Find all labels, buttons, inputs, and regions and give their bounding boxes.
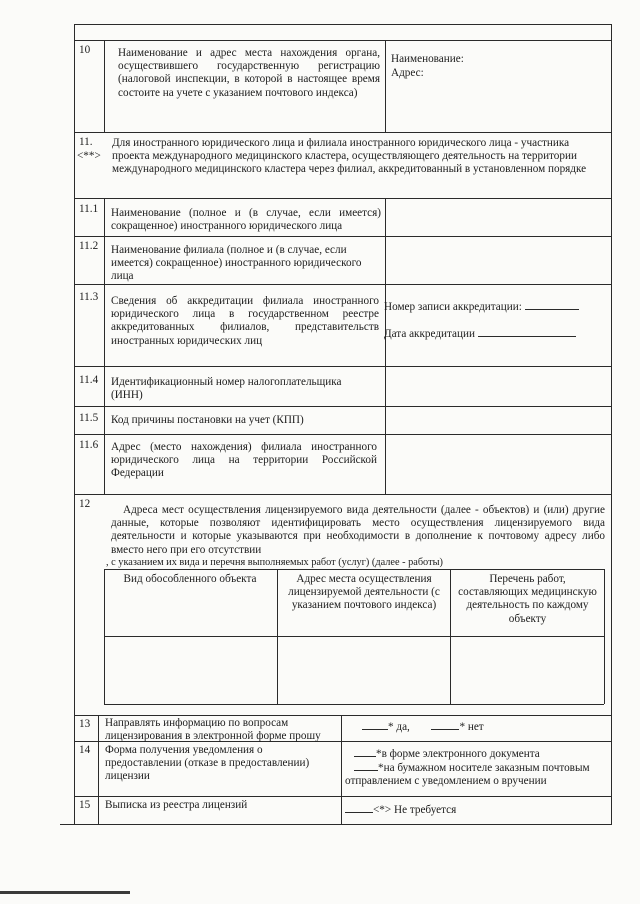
subtable-col2-header: Адрес места осуществления лицензируемой деятельности (с указанием почтового индекса) [288,573,440,612]
subtable-col3-header: Перечень работ, составляющих медицинскую деятельность по каждому объекту [458,573,597,625]
opt-yes-blank[interactable] [362,719,388,730]
subtable-col1-header: Вид обособленного объекта [123,573,257,585]
row-14-label: Форма получения уведомления о предоставлении (отказе в предоставлении) лицензии [105,744,310,783]
subtable-cell-object-type[interactable] [105,637,276,703]
rule-sub-col-right [604,569,605,704]
row-13-options [362,719,484,734]
subtable-cell-address[interactable] [278,637,449,703]
rule-num-col-10 [104,40,105,132]
row-11-1-label: Наименование (полное и (в случае, если имеется) сокращенное) иностранного юридического лица [111,207,381,233]
row-11-5-number: 11.5 [79,412,99,424]
row-10-name-field: Наименование: [391,53,464,65]
row-14-option-paper: *на бумажном носителе заказным почтовым отправлением с уведомлением о вручении [345,762,590,788]
row-12-label-tail: , с указанием их вида и перечня выполняемых работ (услуг) (далее - работы) [106,557,443,568]
rule-row11-1-top [74,198,612,199]
opt-electronic-blank[interactable] [354,746,376,757]
row-11-4-number: 11.4 [79,374,99,386]
row-11-6-number: 11.6 [79,439,99,451]
rule-subtable-bottom [104,704,604,705]
row-14-option-electronic: *в форме электронного документа [354,746,540,761]
rule-row13-top [74,715,612,716]
row-11-3-number: 11.3 [79,291,99,303]
row-11-label: Для иностранного юридического лица и филиала иностранного юридического лица - участника проекта международного медицинского кластера, осуществляющего деятельность на территории международного медицинского кластера через филиал, аккредитованный в установленном порядке [112,137,587,176]
opt-no-label: * нет [459,721,484,733]
record-number-blank[interactable] [525,299,579,310]
rule-row12-top [74,494,612,495]
row-11-5-label: Код причины постановки на учет (КПП) [111,414,304,426]
rule-row15-top [74,796,612,797]
rule-top [74,24,612,25]
row-11-3-record-number: Номер записи аккредитации: [384,299,579,314]
row-11-2-number: 11.2 [79,240,99,252]
row-15-label: Выписка из реестра лицензий [105,799,248,811]
row-11-number: 11. [79,136,93,148]
row-11-2-label: Наименование филиала (полное и (в случае, если имеется) сокращенное) иностранного юридического лица [111,244,362,283]
rule-value-col-11x [385,198,386,494]
record-date-blank[interactable] [478,326,576,337]
rule-row11-3-top [74,284,612,285]
row-13-label: Направлять информацию по вопросам лицензирования в электронной форме прошу [105,717,321,743]
row-10-number: 10 [79,44,91,56]
opt-extract-blank[interactable] [345,802,373,813]
opt-paper-blank[interactable] [354,760,378,771]
row-11-4-label: Идентификационный номер налогоплательщика (ИНН) [111,376,342,402]
row-11-6-label: Адрес (место нахождения) филиала иностранного юридического лица на территории Российской Федерации [111,441,377,480]
rule-value-col-13-15 [341,715,342,824]
opt-yes-label: * да, [388,721,410,733]
row-14-number: 14 [79,744,91,756]
row-11-3-label: Сведения об аккредитации филиала иностранного юридического лица в государственном реестре аккредитованных филиалов, представительств иностранных юридических лиц [111,295,379,347]
rule-num-col-13-15 [98,715,99,824]
row-11-footnote-mark: <**> [77,150,101,162]
row-11-1-number: 11.1 [79,203,99,215]
row-12-number: 12 [79,498,91,510]
rule-row11-5-top [74,406,612,407]
row-11-3-record-date: Дата аккредитации [384,326,576,341]
rule-row10-top [74,40,612,41]
row-12-label: Адреса мест осуществления лицензируемого вида деятельности (далее - объектов) и (или) другие данные, которые позволяют идентифицировать место осуществления лицензируемого вида деятельности и которые указываются при необходимости в дополнение к почтовому адресу либо вместо него при его отсутствии [111,504,605,556]
scan-edge-mark [0,891,130,894]
rule-row11-6-top [74,434,612,435]
rule-left [74,24,75,825]
rule-row11-top [74,132,612,133]
subtable-cell-works[interactable] [451,637,603,703]
rule-num-col-11x [104,198,105,494]
opt-no-blank[interactable] [431,719,459,730]
row-15-option: <*> Не требуется [345,802,456,817]
rule-right [611,24,612,825]
rule-row11-4-top [74,366,612,367]
row-10-address-field: Адрес: [391,67,424,79]
rule-value-col-10 [385,40,386,132]
row-15-number: 15 [79,799,91,811]
rule-subtable-top [104,569,604,570]
row-13-number: 13 [79,718,91,730]
rule-row11-2-top [74,236,612,237]
rule-bottom [60,824,612,825]
row-10-label: Наименование и адрес места нахождения органа, осуществившего государственную регистрацию (налоговой инспекции, в которой в настоящее время состоите на учете с указанием почтового индекса) [118,47,380,99]
